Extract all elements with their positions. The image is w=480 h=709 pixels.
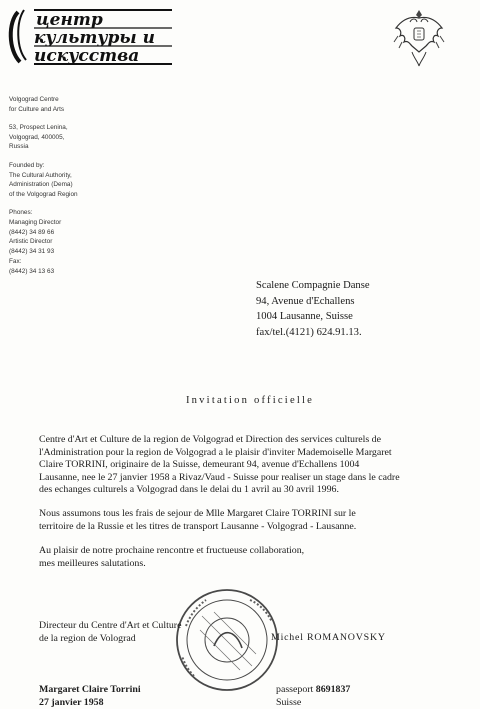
body-line: territoire de la Russie et les titres de transport Lausanne - Volgograd - Lausanne. bbox=[39, 521, 357, 533]
sender-founded-line: Founded by: bbox=[9, 161, 45, 169]
body-line: Centre d'Art et Culture de la region de Volgograd et Direction des services culturels de bbox=[39, 434, 381, 445]
signatory-name bbox=[271, 632, 386, 643]
invitee-birthdate: 27 janvier 1958 bbox=[39, 696, 104, 708]
sender-founded bbox=[9, 161, 119, 199]
sender-founded-line: Administration (Dema) bbox=[9, 181, 73, 189]
body-paragraph-2 bbox=[39, 508, 479, 533]
body-line: Lausanne, nee le 27 janvier 1958 a Rivaz/Vaud - Suisse pour realiser un stage dans le cadre bbox=[39, 471, 400, 483]
recipient-line: 94, Avenue d'Echallens bbox=[256, 295, 355, 307]
sender-org bbox=[9, 95, 119, 114]
sender-phones bbox=[9, 208, 119, 256]
sender-address-line: 53, Prospect Lenina, bbox=[9, 124, 68, 132]
signature-title-line: Directeur du Centre d'Art et Culture bbox=[39, 620, 182, 631]
letter-body bbox=[39, 434, 479, 582]
body-line: Nous assumons tous les frais de sejour de Mlle Margaret Claire TORRINI sur le bbox=[39, 508, 356, 520]
sender-fax bbox=[9, 257, 119, 276]
sender-founded-line: of the Volgograd Region bbox=[9, 190, 78, 198]
sender-address bbox=[9, 123, 119, 152]
body-line: mes meilleures salutations. bbox=[39, 557, 146, 569]
recipient-line: fax/tel.(4121) 624.91.13. bbox=[256, 326, 362, 338]
signature-title-line: de la region de Volograd bbox=[39, 632, 136, 644]
body-paragraph-1 bbox=[39, 434, 479, 497]
recipient-address bbox=[256, 278, 370, 340]
logo-line1: центр bbox=[36, 10, 103, 30]
sender-founded-line: The Cultural Authority, bbox=[9, 171, 72, 179]
letter-title: Invitation officielle bbox=[185, 395, 315, 406]
recipient-line: 1004 Lausanne, Suisse bbox=[256, 311, 353, 322]
sender-fax-line: (8442) 34 13 63 bbox=[9, 267, 55, 275]
logo-line2: культуры и bbox=[34, 28, 155, 48]
organization-logo bbox=[4, 4, 180, 70]
sender-org-line: Volgograd Centre bbox=[9, 96, 59, 103]
body-line: l'Administration pour la region de Volgograd a le plaisir d'inviter Mademoiselle Margaret bbox=[39, 446, 392, 458]
invitee-country: Suisse bbox=[276, 696, 302, 708]
sender-address-line: Russia bbox=[9, 143, 29, 151]
body-line: des echanges culturels a Volgograd dans le delai du 1 avril au 30 avril 1996. bbox=[39, 484, 339, 496]
sender-phones-line: (8442) 34 89 66 bbox=[9, 228, 55, 236]
recipient-line: Scalene Compagnie Danse bbox=[256, 280, 370, 291]
sender-org-line: for Culture and Arts bbox=[9, 105, 65, 113]
sender-info bbox=[9, 95, 119, 286]
sender-address-line: Volgograd, 400005, bbox=[9, 133, 65, 141]
passport-info bbox=[276, 684, 350, 709]
sender-fax-line: Fax: bbox=[9, 258, 22, 266]
logo-graphic bbox=[4, 4, 180, 70]
body-line: Au plaisir de notre prochaine rencontre et fructueuse collaboration, bbox=[39, 545, 305, 557]
passport-label: passeport bbox=[276, 684, 314, 695]
coat-of-arms-icon bbox=[388, 6, 450, 70]
invitee-name: Margaret Claire Torrini bbox=[39, 684, 141, 695]
sender-phones-line: Phones: bbox=[9, 209, 33, 217]
sender-phones-line: Artistic Director bbox=[9, 238, 53, 246]
body-line: Claire TORRINI, originaire de la Suisse, demeurant 94, avenue d'Echallens 1004 bbox=[39, 459, 360, 471]
invitee-info bbox=[39, 684, 141, 709]
sender-phones-line: Managing Director bbox=[9, 218, 62, 226]
body-paragraph-3 bbox=[39, 545, 479, 570]
official-stamp-icon bbox=[172, 586, 282, 694]
passport-number: 8691837 bbox=[315, 684, 351, 695]
sender-phones-line: (8442) 34 31 93 bbox=[9, 247, 55, 255]
logo-line3: искусства bbox=[34, 46, 140, 66]
signatory-name-text: Michel ROMANOVSKY bbox=[271, 632, 386, 643]
signature-title bbox=[39, 620, 181, 645]
